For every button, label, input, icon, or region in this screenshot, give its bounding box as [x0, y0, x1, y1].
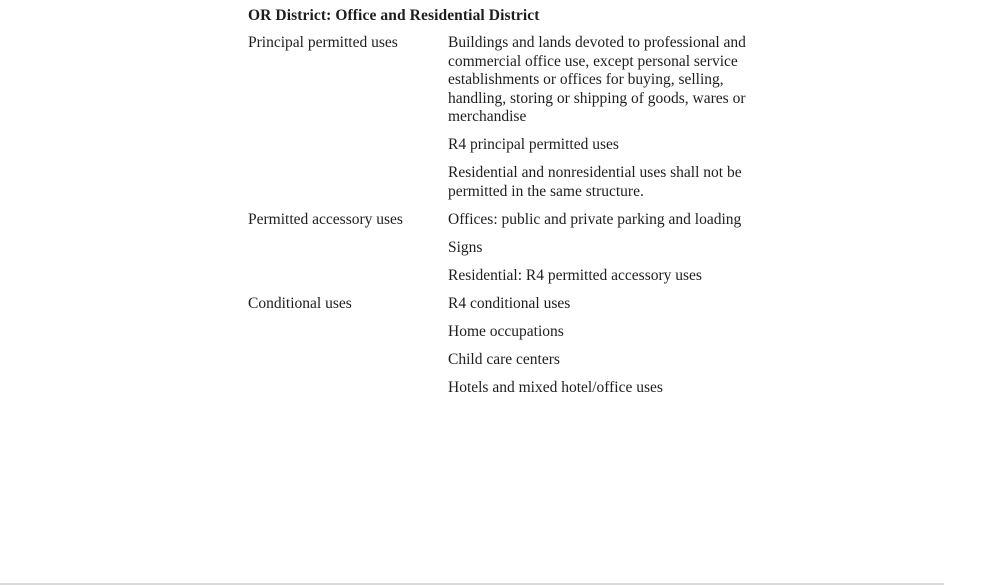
paragraph: Home occupations [448, 322, 564, 340]
paragraph: Offices: public and private parking and loading [448, 210, 742, 228]
row-content [448, 211, 748, 295]
definition-row-principal-permitted-uses [248, 34, 758, 211]
paragraph: Residential: R4 permitted accessory uses [448, 266, 702, 284]
row-label: Conditional uses [248, 294, 352, 312]
paragraph: R4 principal permitted uses [448, 136, 619, 153]
section-title: OR District: Office and Residential District [248, 7, 540, 24]
paragraph: Residential and nonresidential uses shall not be permitted in the same structure. [448, 164, 742, 200]
zoning-district-section [248, 6, 758, 407]
definition-row-permitted-accessory-uses [248, 211, 758, 295]
paragraph: Hotels and mixed hotel/office uses [448, 378, 663, 396]
paragraph: Child care centers [448, 350, 560, 368]
row-content [448, 295, 748, 407]
row-label: Permitted accessory uses [248, 210, 403, 228]
paragraph: Buildings and lands devoted to professional and commercial office use, except personal service establishments or offices for buying, selling, handling, storing or shipping of goods, wares or merchandise [448, 34, 746, 125]
row-content [448, 34, 748, 211]
paragraph: Signs [448, 238, 483, 256]
definition-row-conditional-uses [248, 295, 758, 407]
row-label: Principal permitted uses [248, 34, 398, 51]
paragraph: R4 conditional uses [448, 294, 571, 312]
